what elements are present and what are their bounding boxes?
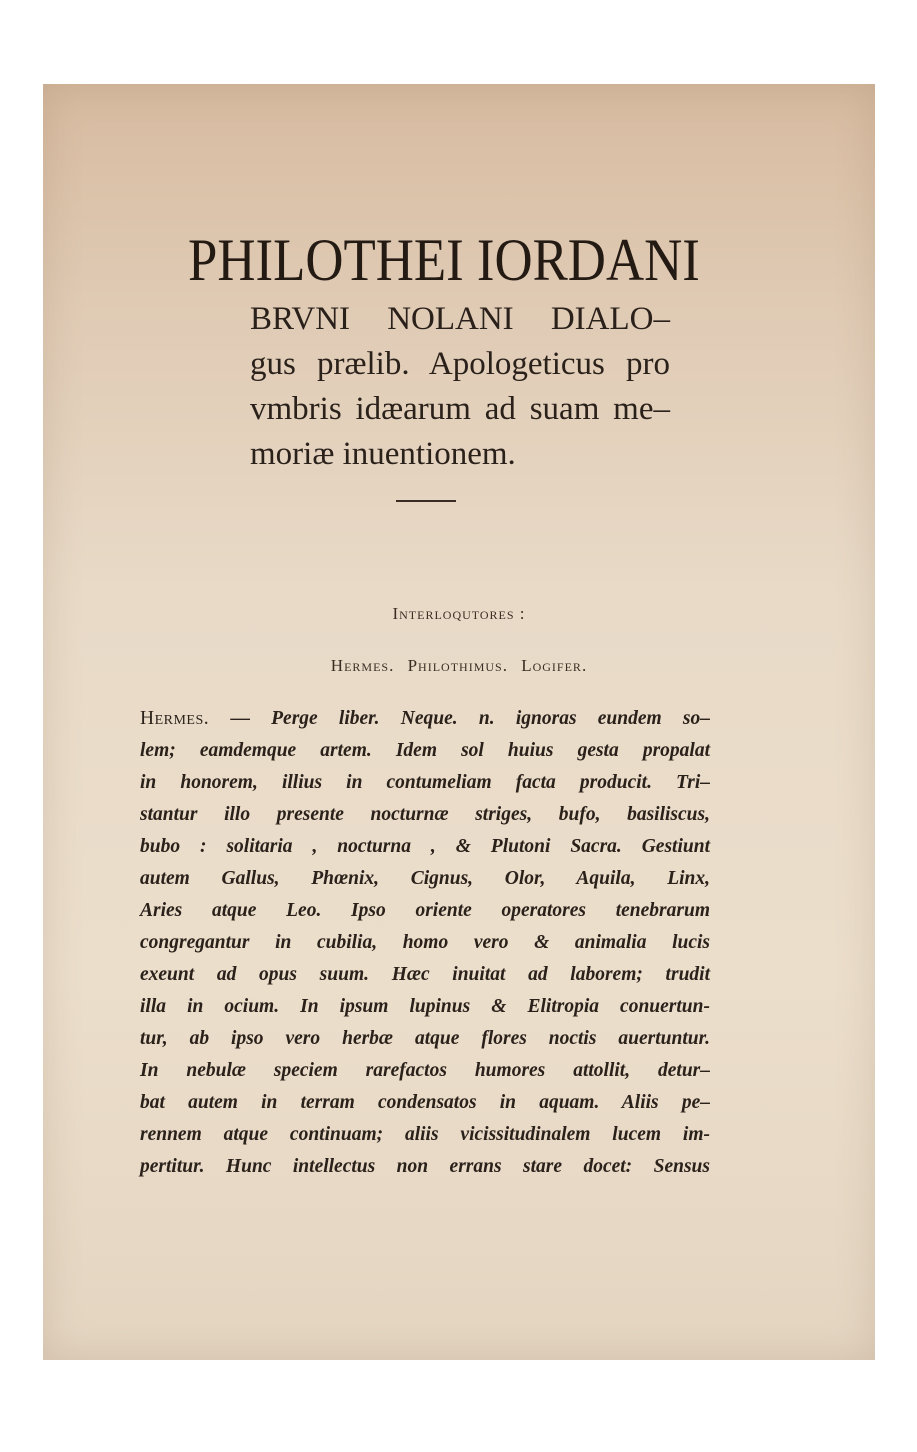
divider-rule (396, 500, 456, 502)
interlocutores-heading: Interloqutores : (392, 604, 526, 623)
subtitle-line: gus prælib. Apologeticus pro (250, 346, 670, 382)
text-line: exeunt ad opus suum. Hæc inuitat ad laborem; trudit (140, 964, 710, 985)
text-line: rennem atque continuam; aliis vicissitudinalem lucem im- (140, 1124, 710, 1145)
text-line: bubo : solitaria , nocturna , & Plutoni Sacra. Gestiunt (140, 836, 710, 857)
person-name: Logifer. (521, 656, 588, 675)
text-line: autem Gallus, Phœnix, Cignus, Olor, Aquila, Linx, (140, 868, 710, 889)
dialogue-text (140, 703, 710, 1183)
text-line: pertitur. Hunc intellectus non errans stare docet: Sensus (140, 1156, 710, 1177)
text-line-content: Perge liber. Neque. n. ignoras eundem so– (271, 708, 711, 729)
subtitle-line: BRVNI NOLANI DIALO– (250, 301, 670, 337)
speaker-name: Hermes. (140, 708, 210, 729)
persons-list (43, 656, 875, 676)
text-line: in honorem, illius in contumeliam facta producit. Tri– (140, 772, 710, 793)
text-line: lem; eamdemque artem. Idem sol huius gesta propalat (140, 740, 710, 761)
text-line: illa in ocium. In ipsum lupinus & Elitropia conuertun- (140, 996, 710, 1017)
subtitle-line: moriæ inuentionem. (250, 436, 516, 472)
person-name: Philothimus. (407, 656, 508, 675)
text-line: In nebulæ speciem rarefactos humores attollit, detur– (140, 1060, 710, 1081)
person-name: Hermes. (330, 656, 395, 675)
text-line: tur, ab ipso vero herbæ atque flores noctis auertuntur. (140, 1028, 710, 1049)
subtitle-line: vmbris idæarum ad suam me– (250, 391, 670, 427)
text-line: bat autem in terram condensatos in aquam. Aliis pe– (140, 1092, 710, 1113)
dash: — (209, 708, 272, 729)
text-line (140, 703, 710, 735)
page-title: PHILOTHEI IORDANI (188, 227, 700, 293)
subtitle (250, 297, 670, 477)
text-line: Aries atque Leo. Ipso oriente operatores tenebrarum (140, 900, 710, 921)
book-page (43, 84, 875, 1360)
text-line: stantur illo presente nocturnæ striges, bufo, basiliscus, (140, 804, 710, 825)
text-line: congregantur in cubilia, homo vero & animalia lucis (140, 932, 710, 953)
